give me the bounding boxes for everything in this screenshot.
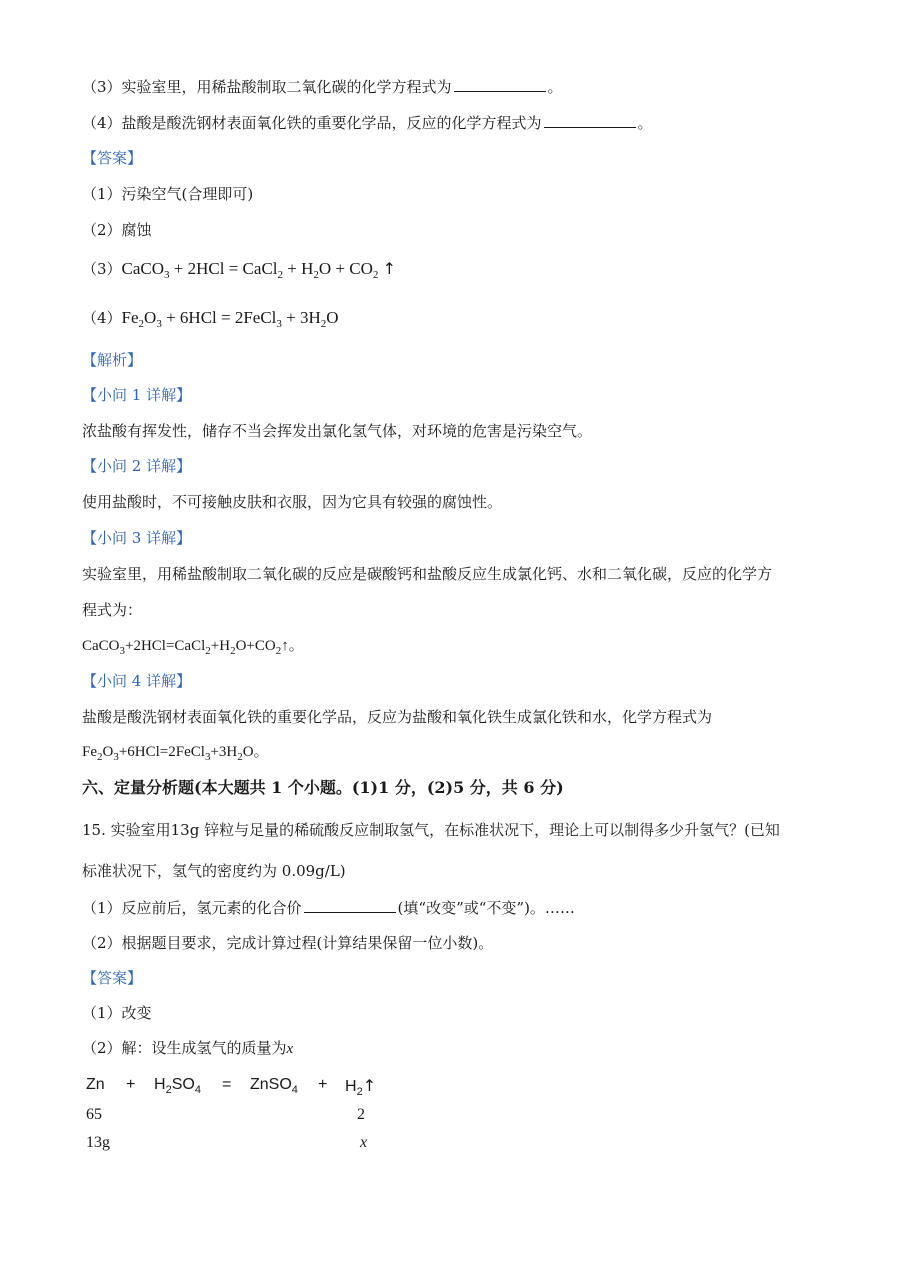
eq-znso4: ZnSO$_4$ (250, 1076, 298, 1096)
question-15-2: （2）根据题目要求，完成计算过程(计算结果保留一位小数)。 (82, 934, 494, 952)
answer-2: （2）腐蚀 (82, 221, 152, 239)
molar-mass-zn: 65 (86, 1106, 102, 1123)
analysis-tag: 【解析】 (82, 351, 143, 369)
gas-arrow-icon: ↑ (382, 259, 397, 278)
question-3: （3）实验室里，用稀盐酸制取二氧化碳的化学方程式为 。 (82, 78, 563, 96)
answer-blank (544, 113, 636, 128)
formula-caco3-hcl: CaCO$_3$ + 2HCl = CaCl$_2$ + $H_2O + CO_2$ ↑ (121, 259, 397, 281)
detail-1-text: 浓盐酸有挥发性，储存不当会挥发出氯化氢气体，对环境的危害是污染空气。 (82, 422, 593, 440)
detail-3-tag: 【小问 3 详解】 (82, 529, 192, 547)
detail-4-text: 盐酸是酸洗钢材表面氧化铁的重要化学品，反应为盐酸和氧化铁生成氯化铁和水，化学方程式为 (82, 708, 713, 726)
eq-equals: = (222, 1076, 232, 1093)
formula-fe2o3-hcl: $Fe_2O_3 + 6HCl$ = 2FeCl$_3$ + $3H_2O$ (121, 308, 339, 330)
answer-3: （3）CaCO$_3$ + 2HCl = CaCl$_2$ + $H_2O + CO_2$ ↑ (82, 259, 397, 281)
question-4: （4）盐酸是酸洗钢材表面氧化铁的重要化学品，反应的化学方程式为 。 (82, 114, 653, 132)
eq-h2: $H_2↑$ (345, 1076, 377, 1098)
eq-h2so4: $H_2SO_4$ (154, 1076, 201, 1096)
section-heading: 六、定量分析题(本大题共 1 个小题。(1)1 分，(2)5 分，共 6 分) (82, 778, 564, 797)
answer-blank (454, 77, 546, 92)
question-15: 15. 实验室用13g 锌粒与足量的稀硫酸反应制取氢气，在标准状况下，理论上可以制得多少升氢气？(已知 (82, 821, 780, 839)
detail-1-tag: 【小问 1 详解】 (82, 386, 192, 404)
given-mass-zn: 13g (86, 1134, 110, 1151)
question-15-1: （1）反应前后，氢元素的化合价 (填“改变”或“不变”)。…… (82, 899, 575, 917)
gas-arrow-icon: ↑ (362, 1076, 377, 1095)
detail-2-tag: 【小问 2 详解】 (82, 457, 192, 475)
detail-3-formula: $CaCO_3+2HCl=CaCl_2+H_2O+CO_2↑$。 (82, 638, 304, 657)
detail-2-text: 使用盐酸时，不可接触皮肤和衣服，因为它具有较强的腐蚀性。 (82, 493, 503, 511)
answer-tag: 【答案】 (82, 969, 143, 987)
question-15-cont: 标准状况下，氢气的密度约为 0.09g/L) (82, 862, 346, 880)
answer-1: （1）污染空气(合理即可) (82, 185, 254, 203)
eq-zn: Zn (86, 1076, 105, 1093)
eq-plus: + (126, 1076, 136, 1093)
detail-3-text-cont: 程式为： (82, 601, 143, 619)
answer-15-1: （1）改变 (82, 1004, 152, 1022)
answer-15-2: （2）解：设生成氢气的质量为x (82, 1039, 294, 1057)
answer-blank (304, 898, 396, 913)
eq-plus: + (318, 1076, 328, 1093)
detail-4-tag: 【小问 4 详解】 (82, 672, 192, 690)
answer-4: $(4)Fe_2O_3 + 6HCl$ = 2FeCl$_3$ + $3H_2O$ (82, 308, 339, 330)
detail-4-formula: $Fe_2O_3+6HCl=2FeCl_3+3H_2O$。 (82, 744, 269, 763)
molar-mass-h2: 2 (357, 1106, 365, 1123)
answer-tag: 【答案】 (82, 149, 143, 167)
unknown-mass-h2: x (360, 1134, 368, 1151)
detail-3-text: 实验室里，用稀盐酸制取二氧化碳的反应是碳酸钙和盐酸反应生成氯化钙、水和二氧化碳，反应的化学方 (82, 565, 773, 583)
